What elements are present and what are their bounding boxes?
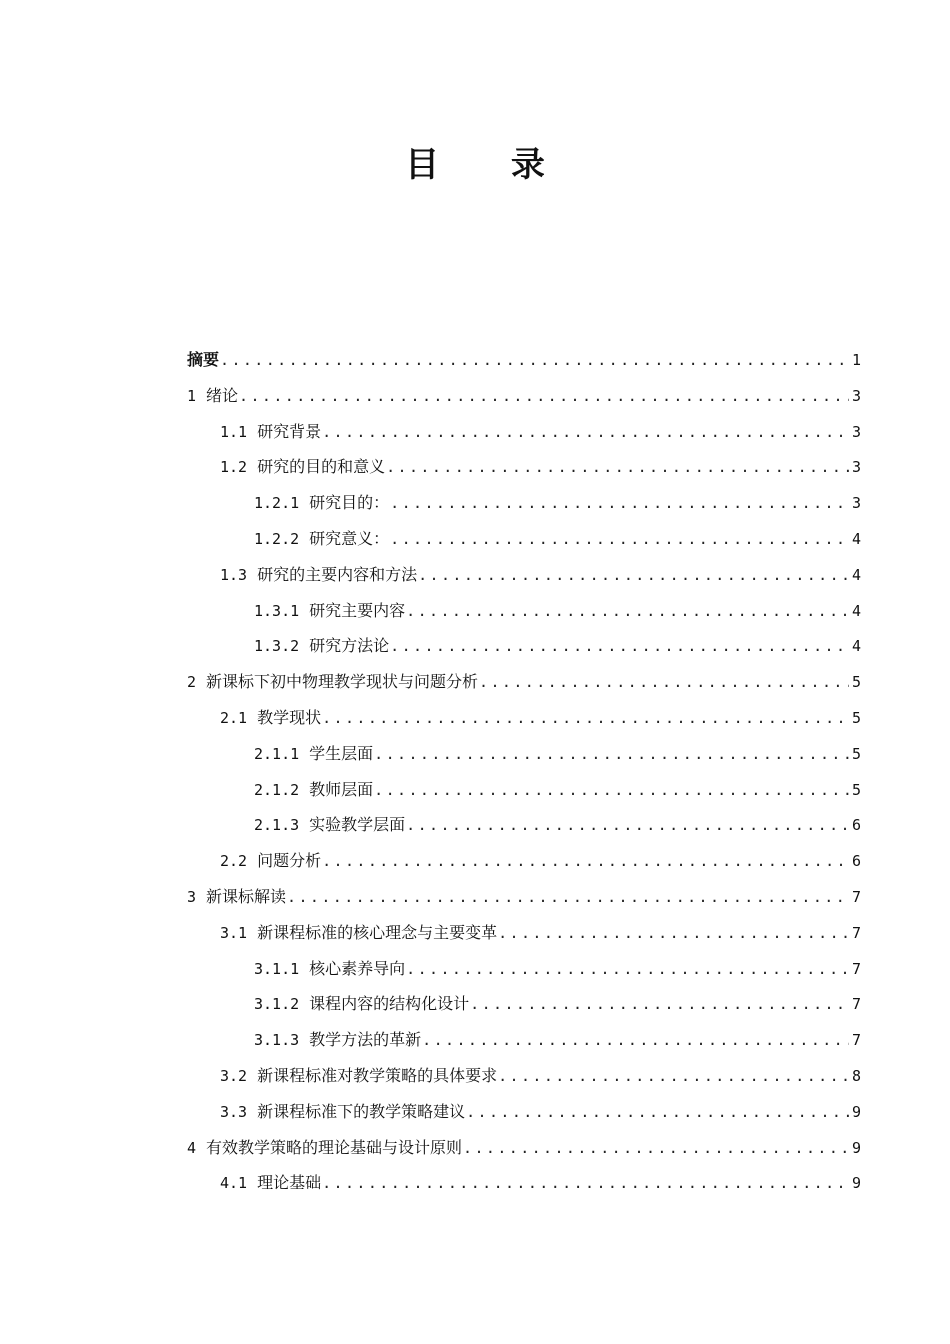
toc-entry-label: 有效教学策略的理论基础与设计原则	[206, 1137, 463, 1157]
toc-entry[interactable]	[187, 879, 861, 915]
toc-entry[interactable]	[187, 1022, 861, 1058]
table-of-contents	[187, 342, 861, 1201]
toc-dot-leader	[322, 701, 849, 737]
toc-entry[interactable]	[187, 1165, 861, 1201]
toc-dot-leader	[463, 1131, 849, 1167]
toc-entry-label: 问题分析	[257, 851, 322, 871]
toc-entry-number: 3.1.2	[254, 995, 300, 1014]
toc-dot-leader	[322, 1166, 849, 1202]
toc-dot-leader	[498, 1059, 849, 1095]
toc-dot-leader	[479, 665, 849, 701]
toc-entry-page-number: 4	[852, 601, 862, 620]
toc-entry-page-number: 7	[852, 887, 862, 906]
toc-entry-page-number: 9	[852, 1138, 862, 1157]
toc-entry-number: 1.2.2	[254, 529, 300, 548]
toc-entry-label: 实验教学层面	[309, 815, 406, 835]
toc-entry-label: 新课程标准的核心理念与主要变革	[257, 922, 498, 942]
toc-entry[interactable]	[187, 736, 861, 772]
toc-dot-leader	[220, 343, 849, 379]
toc-entry[interactable]	[187, 986, 861, 1022]
toc-entry-number: 2.1.2	[254, 780, 300, 799]
toc-dot-leader	[287, 880, 849, 916]
toc-entry[interactable]	[187, 628, 861, 664]
toc-entry-label: 课程内容的结构化设计	[309, 994, 470, 1014]
toc-entry[interactable]	[187, 414, 861, 450]
page-title: 目 录	[405, 145, 575, 185]
toc-entry-number: 2.1.1	[254, 744, 300, 763]
toc-entry-label: 研究目的：	[309, 493, 390, 513]
toc-entry[interactable]	[187, 1094, 861, 1130]
toc-entry-label: 核心素养导向	[309, 958, 406, 978]
toc-dot-leader	[406, 808, 849, 844]
toc-entry-page-number: 3	[852, 386, 862, 405]
toc-entry-page-number: 4	[852, 529, 862, 548]
toc-dot-leader	[418, 558, 849, 594]
toc-entry-page-number: 7	[852, 995, 862, 1014]
toc-entry-number: 3.3	[220, 1102, 248, 1121]
toc-entry-page-number: 5	[852, 708, 862, 727]
toc-dot-leader	[498, 916, 849, 952]
toc-dot-leader	[422, 1023, 849, 1059]
toc-entry[interactable]	[187, 1058, 861, 1094]
toc-entry-label: 新课程标准对教学策略的具体要求	[257, 1065, 498, 1085]
toc-entry-number: 1	[187, 386, 197, 405]
toc-entry-label: 研究的主要内容和方法	[257, 564, 418, 584]
toc-entry-label: 新课标解读	[206, 886, 287, 906]
toc-dot-leader	[466, 1095, 849, 1131]
toc-dot-leader	[374, 737, 849, 773]
toc-dot-leader	[390, 522, 849, 558]
toc-entry-page-number: 4	[852, 637, 862, 656]
toc-entry-label: 新课程标准下的教学策略建议	[257, 1101, 466, 1121]
toc-entry-page-number: 3	[852, 422, 862, 441]
toc-dot-leader	[386, 450, 849, 486]
toc-entry-label: 摘要	[187, 350, 220, 369]
toc-entry[interactable]	[187, 378, 861, 414]
toc-entry-number: 1.2	[220, 458, 248, 477]
toc-entry-label: 绪论	[206, 385, 239, 405]
toc-entry-number: 3.1.3	[254, 1031, 300, 1050]
toc-entry-page-number: 8	[852, 1066, 862, 1085]
toc-dot-leader	[322, 844, 849, 880]
toc-dot-leader	[374, 773, 849, 809]
toc-entry-number: 1.1	[220, 422, 248, 441]
toc-entry-number: 3.2	[220, 1066, 248, 1085]
toc-entry-label: 教学方法的革新	[309, 1030, 422, 1050]
toc-entry-page-number: 4	[852, 565, 862, 584]
toc-entry[interactable]	[187, 772, 861, 808]
toc-dot-leader	[390, 486, 849, 522]
toc-entry-page-number: 7	[852, 959, 862, 978]
toc-dot-leader	[406, 594, 849, 630]
toc-entry-label: 研究的目的和意义	[257, 457, 386, 477]
toc-entry-page-number: 5	[852, 780, 862, 799]
toc-entry-label: 研究意义：	[309, 528, 390, 548]
toc-entry[interactable]	[187, 449, 861, 485]
toc-entry-number: 3	[187, 887, 197, 906]
toc-entry[interactable]	[187, 700, 861, 736]
toc-entry[interactable]	[187, 485, 861, 521]
toc-entry-number: 2	[187, 673, 197, 692]
toc-entry-number: 1.3.1	[254, 601, 300, 620]
toc-entry-label: 研究背景	[257, 421, 322, 441]
toc-entry-label: 理论基础	[257, 1173, 322, 1193]
toc-entry-label: 新课标下初中物理教学现状与问题分析	[206, 672, 479, 692]
toc-entry[interactable]	[187, 807, 861, 843]
toc-entry-number: 1.2.1	[254, 494, 300, 513]
toc-entry-number: 3.1.1	[254, 959, 300, 978]
toc-dot-leader	[406, 952, 849, 988]
toc-entry-page-number: 7	[852, 923, 862, 942]
toc-entry-number: 2.1	[220, 708, 248, 727]
toc-entry-page-number: 6	[852, 852, 862, 871]
toc-dot-leader	[390, 629, 849, 665]
toc-entry-number: 1.3	[220, 565, 248, 584]
toc-entry-page-number: 3	[852, 494, 862, 513]
toc-entry[interactable]	[187, 951, 861, 987]
toc-entry-page-number: 6	[852, 816, 862, 835]
toc-entry[interactable]	[187, 1130, 861, 1166]
toc-entry-number: 1.3.2	[254, 637, 300, 656]
toc-entry-label: 教学现状	[257, 707, 322, 727]
toc-entry-label: 研究主要内容	[309, 600, 406, 620]
toc-entry-number: 2.1.3	[254, 816, 300, 835]
toc-entry-number: 2.2	[220, 852, 248, 871]
toc-entry-page-number: 9	[852, 1174, 862, 1193]
toc-dot-leader	[239, 379, 849, 415]
toc-entry-label: 教师层面	[309, 779, 374, 799]
toc-entry[interactable]	[187, 664, 861, 700]
toc-entry-number: 4	[187, 1138, 197, 1157]
toc-dot-leader	[322, 415, 849, 451]
toc-entry-label: 研究方法论	[309, 636, 390, 656]
toc-entry-page-number: 5	[852, 673, 862, 692]
toc-entry[interactable]	[187, 915, 861, 951]
toc-entry-label: 学生层面	[309, 743, 374, 763]
toc-entry[interactable]	[187, 843, 861, 879]
toc-entry-page-number: 3	[852, 458, 862, 477]
toc-dot-leader	[470, 987, 849, 1023]
toc-entry[interactable]	[187, 521, 861, 557]
toc-entry-number: 4.1	[220, 1174, 248, 1193]
toc-entry-page-number: 1	[852, 351, 862, 369]
toc-entry[interactable]	[187, 593, 861, 629]
toc-entry[interactable]	[187, 342, 861, 378]
toc-entry-page-number: 5	[852, 744, 862, 763]
toc-entry-page-number: 9	[852, 1102, 862, 1121]
toc-entry[interactable]	[187, 557, 861, 593]
toc-entry-number: 3.1	[220, 923, 248, 942]
toc-entry-page-number: 7	[852, 1031, 862, 1050]
